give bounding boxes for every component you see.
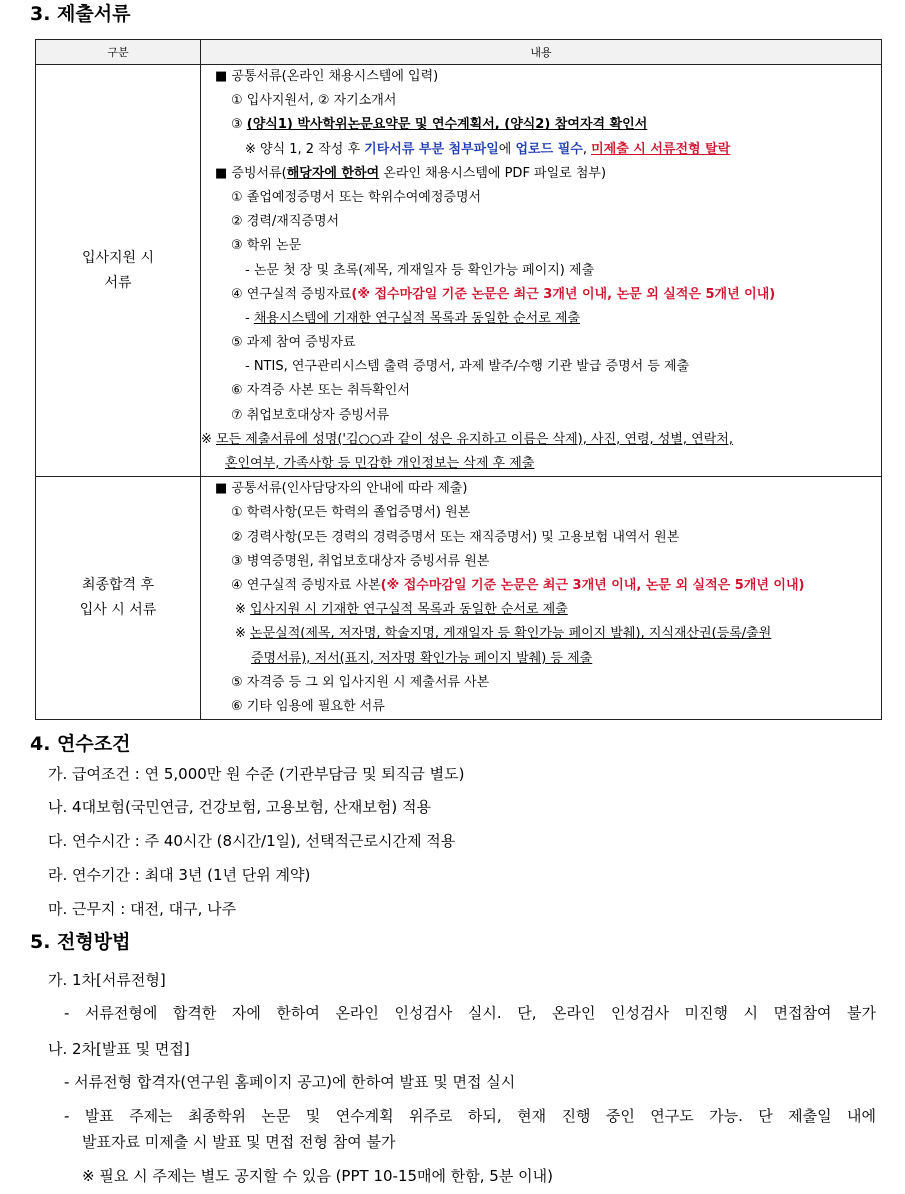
list-item: - NTIS, 연구관리시스템 출력 증명서, 과제 발주/수행 기관 발급 증명서 등 제출 <box>245 359 690 375</box>
list-item: ② 경력/재직증명서 <box>231 214 340 230</box>
content-cell <box>201 65 882 477</box>
section-3-title: 3. 제출서류 <box>30 3 131 25</box>
table-header-row <box>36 40 882 65</box>
list-item: 라. 연수기간 : 최대 3년 (1년 단위 계약) <box>48 866 311 884</box>
category-line: 입사지원 시 <box>81 249 155 266</box>
list-item: ■ 공통서류(온라인 채용시스템에 입력) <box>215 69 439 84</box>
list-item <box>201 598 881 622</box>
item-text: - <box>245 310 254 326</box>
list-item: - 발표 주제는 최종학위 논문 및 연수계획 위주로 하되, 현재 진행 중인 연구도 가능. 단 제출일 내에 <box>64 1107 876 1125</box>
list-item <box>201 162 881 186</box>
item-emphasis: 해당자에 한하여 <box>286 165 380 181</box>
list-item: - 서류전형 합격자(연구원 홈페이지 공고)에 한하여 발표 및 면접 실시 <box>64 1073 516 1091</box>
header-category: 구분 <box>36 40 201 65</box>
item-text: 온라인 채용시스템에 PDF 파일로 첨부) <box>379 165 607 181</box>
note-mark: ※ <box>235 626 251 642</box>
item-number: ③ <box>231 117 247 133</box>
documents-table <box>35 39 882 720</box>
note-mark: ※ <box>201 431 217 447</box>
list-item: 나. 2차[발표 및 면접] <box>48 1040 190 1058</box>
list-item <box>201 138 881 162</box>
list-item: ⑥ 자격증 사본 또는 취득확인서 <box>231 383 410 399</box>
note-highlight: 기타서류 부분 첨부파일 <box>364 141 499 157</box>
list-item <box>201 647 881 671</box>
item-warning: (※ 접수마감일 기준 논문은 최근 3개년 이내, 논문 외 실적은 5개년 이내) <box>351 286 776 302</box>
list-item: - 논문 첫 장 및 초록(제목, 게재일자 등 확인가능 페이지) 제출 <box>245 262 595 278</box>
table-row <box>36 65 882 477</box>
list-item <box>201 622 881 646</box>
item-warning: (※ 접수마감일 기준 논문은 최근 3개년 이내, 논문 외 실적은 5개년 이내) <box>380 577 805 593</box>
item-underlined: 채용시스템에 기재한 연구실적 목록과 동일한 순서로 제출 <box>253 310 581 326</box>
note-underlined: 입사지원 시 기재한 연구실적 목록과 동일한 순서로 제출 <box>250 602 568 618</box>
note-text: ※ 양식 1, 2 작성 후 <box>245 141 365 157</box>
note-underlined: 증명서류), 저서(표지, 저자명 확인가능 페이지 발췌) 등 제출 <box>251 650 593 666</box>
list-item: ① 입사지원서, ② 자기소개서 <box>231 93 397 109</box>
section-4-title: 4. 연수조건 <box>30 733 131 755</box>
item-text: ■ 증빙서류( <box>215 165 287 181</box>
list-item: 발표자료 미제출 시 발표 및 면접 전형 참여 불가 <box>82 1133 396 1151</box>
table-row <box>36 477 882 720</box>
list-item <box>201 307 881 331</box>
category-cell <box>36 65 201 477</box>
list-item <box>201 428 881 452</box>
list-item <box>201 452 881 476</box>
list-item: 가. 급여조건 : 연 5,000만 원 수준 (기관부담금 및 퇴직금 별도) <box>48 765 465 783</box>
note-text: ※ 필요 시 주제는 별도 공지할 수 있음 (PPT 10-15매에 한함, 5분 이내) <box>82 1167 553 1185</box>
item-text: ④ 연구실적 증빙자료 <box>231 286 352 302</box>
list-item <box>201 574 881 598</box>
list-item: ① 학력사항(모든 학력의 졸업증명서) 원본 <box>231 505 471 521</box>
note-text: , <box>582 141 592 157</box>
category-line: 서류 <box>104 274 132 291</box>
header-content: 내용 <box>201 40 882 65</box>
form-names: (양식1) 박사학위논문요약문 및 연수계획서, (양식2) 참여자격 확인서 <box>246 117 648 133</box>
note-text: 에 <box>498 141 516 157</box>
list-item: ② 경력사항(모든 경력의 경력증명서 또는 재직증명서) 및 고용보험 내역서 원본 <box>231 529 680 545</box>
list-item: ⑤ 과제 참여 증빙자료 <box>231 335 356 351</box>
note-underlined: 모든 제출서류에 성명('김○○과 같이 성은 유지하고 이름은 삭제), 사진, 연령, 성별, 연락처, <box>216 431 733 447</box>
category-line: 최종합격 후 <box>81 577 155 594</box>
list-item: ■ 공통서류(인사담당자의 안내에 따라 제출) <box>215 481 468 497</box>
note-warning: 미제출 시 서류전형 탈락 <box>591 141 731 157</box>
list-item: 가. 1차[서류전형] <box>48 971 166 989</box>
list-item: ③ 병역증명원, 취업보호대상자 증빙서류 원본 <box>231 553 490 569</box>
note-underlined: 혼인여부, 가족사항 등 민감한 개인정보는 삭제 후 제출 <box>225 456 535 471</box>
list-item: 마. 근무지 : 대전, 대구, 나주 <box>48 900 237 918</box>
list-item: 나. 4대보험(국민연금, 건강보험, 고용보험, 산재보험) 적용 <box>48 798 431 816</box>
list-item <box>201 283 881 307</box>
list-item <box>201 113 881 137</box>
list-item: ⑤ 자격증 등 그 외 입사지원 시 제출서류 사본 <box>231 674 490 690</box>
note-highlight: 업로드 필수 <box>515 141 583 157</box>
category-line: 입사 시 서류 <box>79 602 157 619</box>
list-item: ⑥ 기타 임용에 필요한 서류 <box>231 698 385 714</box>
list-item: ③ 학위 논문 <box>231 238 302 254</box>
category-cell <box>36 477 201 720</box>
list-item: ⑦ 취업보호대상자 증빙서류 <box>231 407 390 423</box>
note-underlined: 논문실적(제목, 저자명, 학술지명, 게재일자 등 확인가능 페이지 발췌), 지식재산권(등록/출원 <box>250 626 772 642</box>
list-item: ① 졸업예정증명서 또는 학위수여예정증명서 <box>231 189 482 205</box>
note-mark: ※ <box>235 602 251 618</box>
list-item: - 서류전형에 합격한 자에 한하여 온라인 인성검사 실시. 단, 온라인 인성검사 미진행 시 면접참여 불가 <box>64 1004 876 1022</box>
section-5-title: 5. 전형방법 <box>30 931 131 953</box>
content-cell <box>201 477 882 720</box>
item-text: ④ 연구실적 증빙자료 사본 <box>231 577 381 593</box>
list-item: 다. 연수시간 : 주 40시간 (8시간/1일), 선택적근로시간제 적용 <box>48 832 456 850</box>
